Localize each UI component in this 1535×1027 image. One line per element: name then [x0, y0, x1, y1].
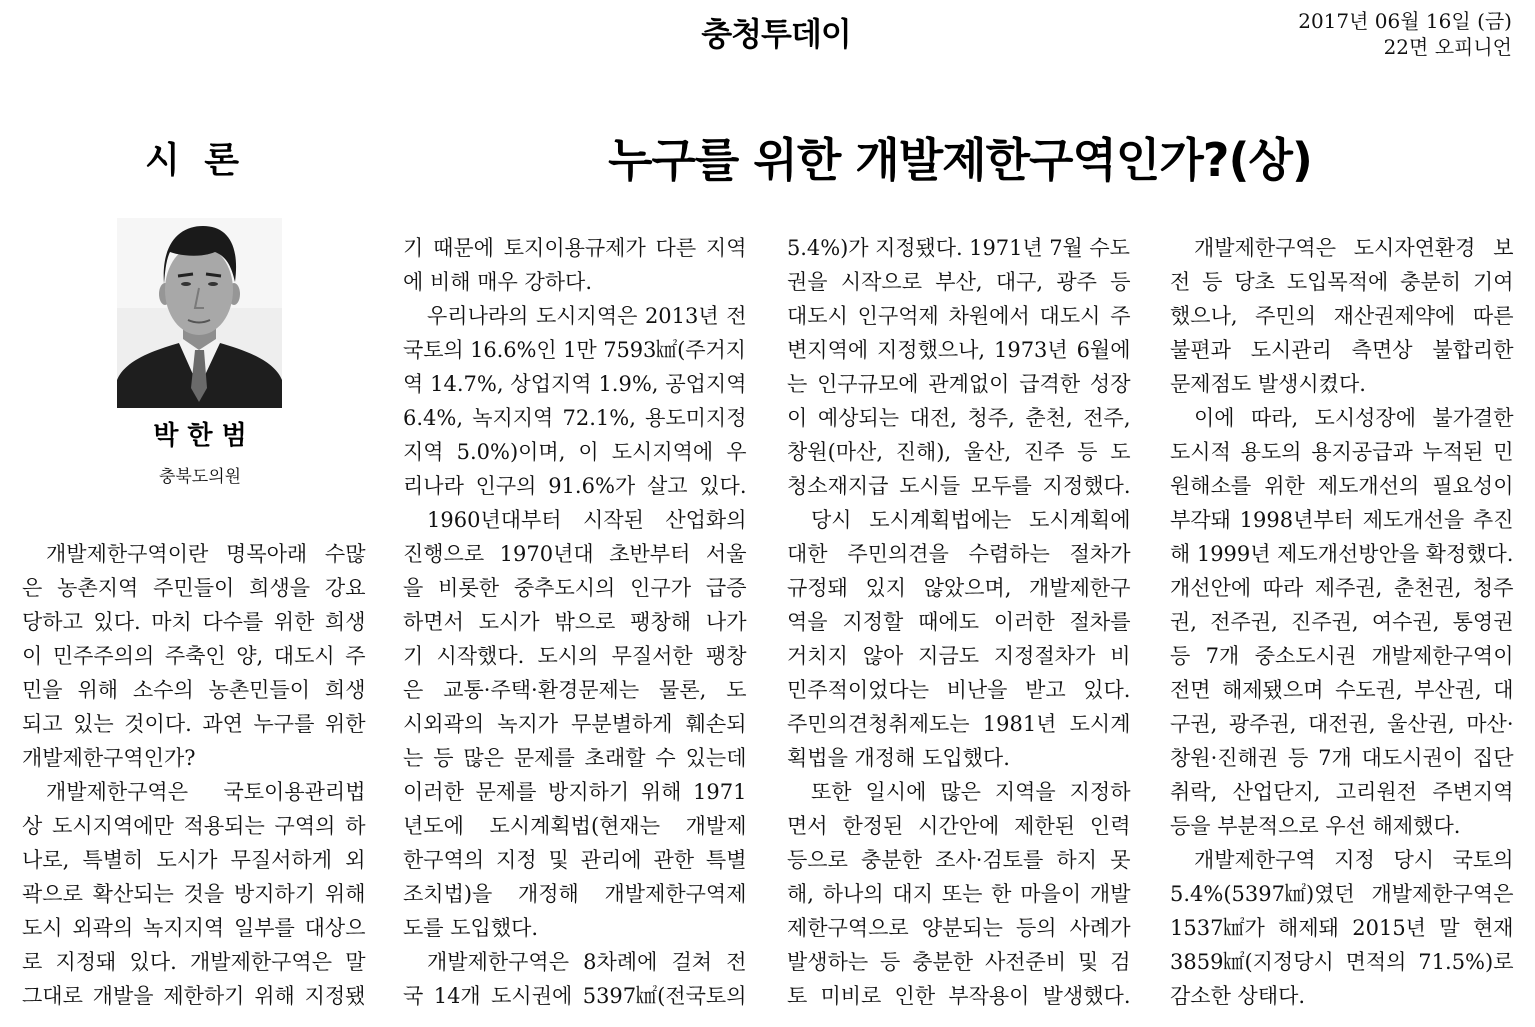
article-paragraph [787, 503, 1131, 775]
article-line: 등으로 충분한 조사·검토를 하지 못 [787, 848, 1131, 872]
article-line: 개발제한구역 지정 당시 국토의 [1194, 848, 1514, 872]
article-line: 5.4%(5397㎢)였던 개발제한구역은 [1170, 882, 1514, 906]
article-line: 리나라 인구의 91.6%가 살고 있다. [403, 474, 747, 498]
article-line: 대한 주민의견을 수렴하는 절차가 [787, 542, 1131, 566]
article-line: 에 비해 매우 강하다. [403, 270, 592, 294]
publication-date: 2017년 06월 16일 (금) [1298, 9, 1512, 33]
article-line: 권을 시작으로 부산, 대구, 광주 등 [787, 270, 1131, 294]
article-line: 1537㎢가 해제돼 2015년 말 현재 [1170, 916, 1514, 940]
article-line: 또한 일시에 많은 지역을 지정하 [811, 780, 1131, 804]
article-line: 년도에 도시계획법(현재는 개발제 [403, 814, 747, 838]
article-line: 청소재지급 도시들 모두를 지정했다. [787, 474, 1131, 498]
article-line: 민을 위해 소수의 농촌민들이 희생 [22, 678, 366, 702]
article-line: 진행으로 1970년대 초반부터 서울 [403, 542, 747, 566]
article-line: 전면 해제됐으며 수도권, 부산권, 대 [1170, 678, 1514, 702]
article-paragraph [1170, 401, 1514, 843]
article-line: 1960년대부터 시작된 산업화의 [427, 508, 747, 532]
article-line: 이러한 문제를 방지하기 위해 1971 [403, 780, 747, 804]
article-line: 당시 도시계획법에는 도시계획에 [811, 508, 1131, 532]
article-paragraph [787, 775, 1131, 1013]
article-column-4 [1170, 231, 1514, 1013]
article-line: 주민의견청취제도는 1981년 도시계 [787, 712, 1131, 736]
article-line: 시외곽의 녹지가 무분별하게 훼손되 [403, 712, 747, 736]
article-line: 6.4%, 녹지지역 72.1%, 용도미지정 [403, 406, 747, 430]
article-line: 획법을 개정해 도입했다. [787, 746, 1010, 770]
newspaper-masthead: 충청투데이 [701, 15, 851, 53]
article-line: 개발제한구역은 8차례에 걸쳐 전 [427, 950, 747, 974]
article-line: 역 14.7%, 상업지역 1.9%, 공업지역 [403, 372, 747, 396]
article-line: 구권, 광주권, 대전권, 울산권, 마산· [1170, 712, 1514, 736]
article-column-2 [403, 231, 747, 1013]
article-paragraph [787, 231, 1131, 503]
author-title: 충북도의원 [158, 467, 242, 487]
article-line: 발생하는 등 충분한 사전준비 및 검 [787, 950, 1131, 974]
author-photo [117, 218, 282, 408]
article-line: 해, 하나의 대지 또는 한 마을이 개발 [787, 882, 1131, 906]
article-line: 개선안에 따라 제주권, 춘천권, 청주 [1170, 576, 1514, 600]
article-line: 했으나, 주민의 재산권제약에 따른 [1170, 304, 1514, 328]
article-line: 하면서 도시가 밖으로 팽창해 나가 [403, 610, 747, 634]
article-line: 을 비롯한 중추도시의 인구가 급증 [403, 576, 747, 600]
article-line: 국토의 16.6%인 1만 7593㎢(주거지 [403, 338, 746, 362]
article-line: 면서 한정된 시간안에 제한된 인력 [787, 814, 1131, 838]
article-paragraph [1170, 843, 1514, 1013]
article-line: 창원·진해권 등 7개 대도시권이 집단 [1170, 746, 1514, 770]
article-line: 전 등 당초 도입목적에 충분히 기여 [1170, 270, 1514, 294]
article-line: 해 1999년 제도개선방안을 확정했다. [1170, 542, 1514, 566]
article-line: 곽으로 확산되는 것을 방지하기 위해 [22, 882, 366, 906]
article-line: 대도시 인구억제 차원에서 대도시 주 [787, 304, 1131, 328]
article-line: 은 교통·주택·환경문제는 물론, 도 [403, 678, 747, 702]
article-line: 등 7개 중소도시권 개발제한구역이 [1170, 644, 1514, 668]
article-line: 원해소를 위한 제도개선의 필요성이 [1170, 474, 1514, 498]
article-paragraph [403, 503, 747, 945]
article-column-1 [22, 537, 366, 1013]
article-line: 제한구역으로 양분되는 등의 사례가 [787, 916, 1131, 940]
article-paragraph [1170, 231, 1514, 401]
article-line: 도시 외곽의 녹지지역 일부를 대상으 [22, 916, 366, 940]
article-line: 도시적 용도의 용지공급과 누적된 민 [1170, 440, 1514, 464]
article-line: 개발제한구역인가? [22, 746, 196, 770]
article-paragraph [403, 945, 747, 1013]
article-paragraph [403, 299, 747, 503]
article-line: 부각돼 1998년부터 제도개선을 추진 [1170, 508, 1514, 532]
article-column-3 [787, 231, 1131, 1013]
article-line: 이에 따라, 도시성장에 불가결한 [1194, 406, 1514, 430]
article-line: 이 예상되는 대전, 청주, 춘천, 전주, [787, 406, 1131, 430]
article-line: 는 등 많은 문제를 초래할 수 있는데 [403, 746, 747, 770]
article-line: 개발제한구역은 도시자연환경 보 [1194, 236, 1514, 260]
article-line: 토 미비로 인한 부작용이 발생했다. [787, 984, 1131, 1008]
article-line: 창원(마산, 진해), 울산, 진주 등 도 [787, 440, 1131, 464]
article-line: 문제점도 발생시켰다. [1170, 372, 1366, 396]
article-line: 되고 있는 것이다. 과연 누구를 위한 [22, 712, 366, 736]
article-line: 감소한 상태다. [1170, 984, 1306, 1008]
author-portrait-image [117, 218, 282, 408]
article-line: 3859㎢(지정당시 면적의 71.5%)로 [1170, 950, 1514, 974]
article-line: 한구역의 지정 및 관리에 관한 특별 [403, 848, 747, 872]
article-line: 이 민주주의의 주축인 양, 대도시 주 [22, 644, 366, 668]
article-line: 국 14개 도시권에 5397㎢(전국토의 [403, 984, 747, 1008]
article-line: 등을 부분적으로 우선 해제했다. [1170, 814, 1461, 838]
article-line: 불편과 도시관리 측면상 불합리한 [1170, 338, 1514, 362]
article-line: 권, 전주권, 진주권, 여수권, 통영권 [1170, 610, 1514, 634]
article-line: 우리나라의 도시지역은 2013년 전 [427, 304, 747, 328]
article-line: 로 지정돼 있다. 개발제한구역은 말 [22, 950, 366, 974]
article-headline: 누구를 위한 개발제한구역인가?(상) [608, 133, 1312, 187]
article-line: 기 시작했다. 도시의 무질서한 팽창 [403, 644, 747, 668]
article-line: 상 도시지역에만 적용되는 구역의 하 [22, 814, 366, 838]
article-line: 변지역에 지정했으나, 1973년 6월에 [787, 338, 1131, 362]
article-line: 나로, 특별히 도시가 무질서하게 외 [22, 848, 366, 872]
article-line: 당하고 있다. 마치 다수를 위한 희생 [22, 610, 366, 634]
article-paragraph [22, 775, 366, 1013]
article-paragraph [22, 537, 366, 775]
article-line: 개발제한구역은 국토이용관리법 [46, 780, 366, 804]
article-paragraph [403, 231, 747, 299]
section-label: 시 론 [144, 140, 246, 181]
article-line: 는 인구규모에 관계없이 급격한 성장 [787, 372, 1131, 396]
article-line: 조치법)을 개정해 개발제한구역제 [403, 882, 747, 906]
article-line: 거치지 않아 지금도 지정절차가 비 [787, 644, 1131, 668]
page-section: 22면 오피니언 [1383, 35, 1512, 59]
article-line: 민주적이었다는 비난을 받고 있다. [787, 678, 1131, 702]
article-line: 규정돼 있지 않았으며, 개발제한구 [787, 576, 1131, 600]
article-line: 그대로 개발을 제한하기 위해 지정됐 [22, 984, 366, 1008]
article-line: 지역 5.0%)이며, 이 도시지역에 우 [403, 440, 747, 464]
article-line: 개발제한구역이란 명목아래 수많 [46, 542, 366, 566]
article-line: 역을 지정할 때에도 이러한 절차를 [787, 610, 1131, 634]
author-name: 박 한 범 [153, 421, 247, 451]
article-line: 기 때문에 토지이용규제가 다른 지역 [403, 236, 747, 260]
edition-info [1180, 8, 1512, 60]
article-line: 취락, 산업단지, 고리원전 주변지역 [1170, 780, 1514, 804]
article-line: 도를 도입했다. [403, 916, 539, 940]
article-line: 5.4%)가 지정됐다. 1971년 7월 수도 [787, 236, 1130, 260]
article-line: 은 농촌지역 주민들이 희생을 강요 [22, 576, 366, 600]
